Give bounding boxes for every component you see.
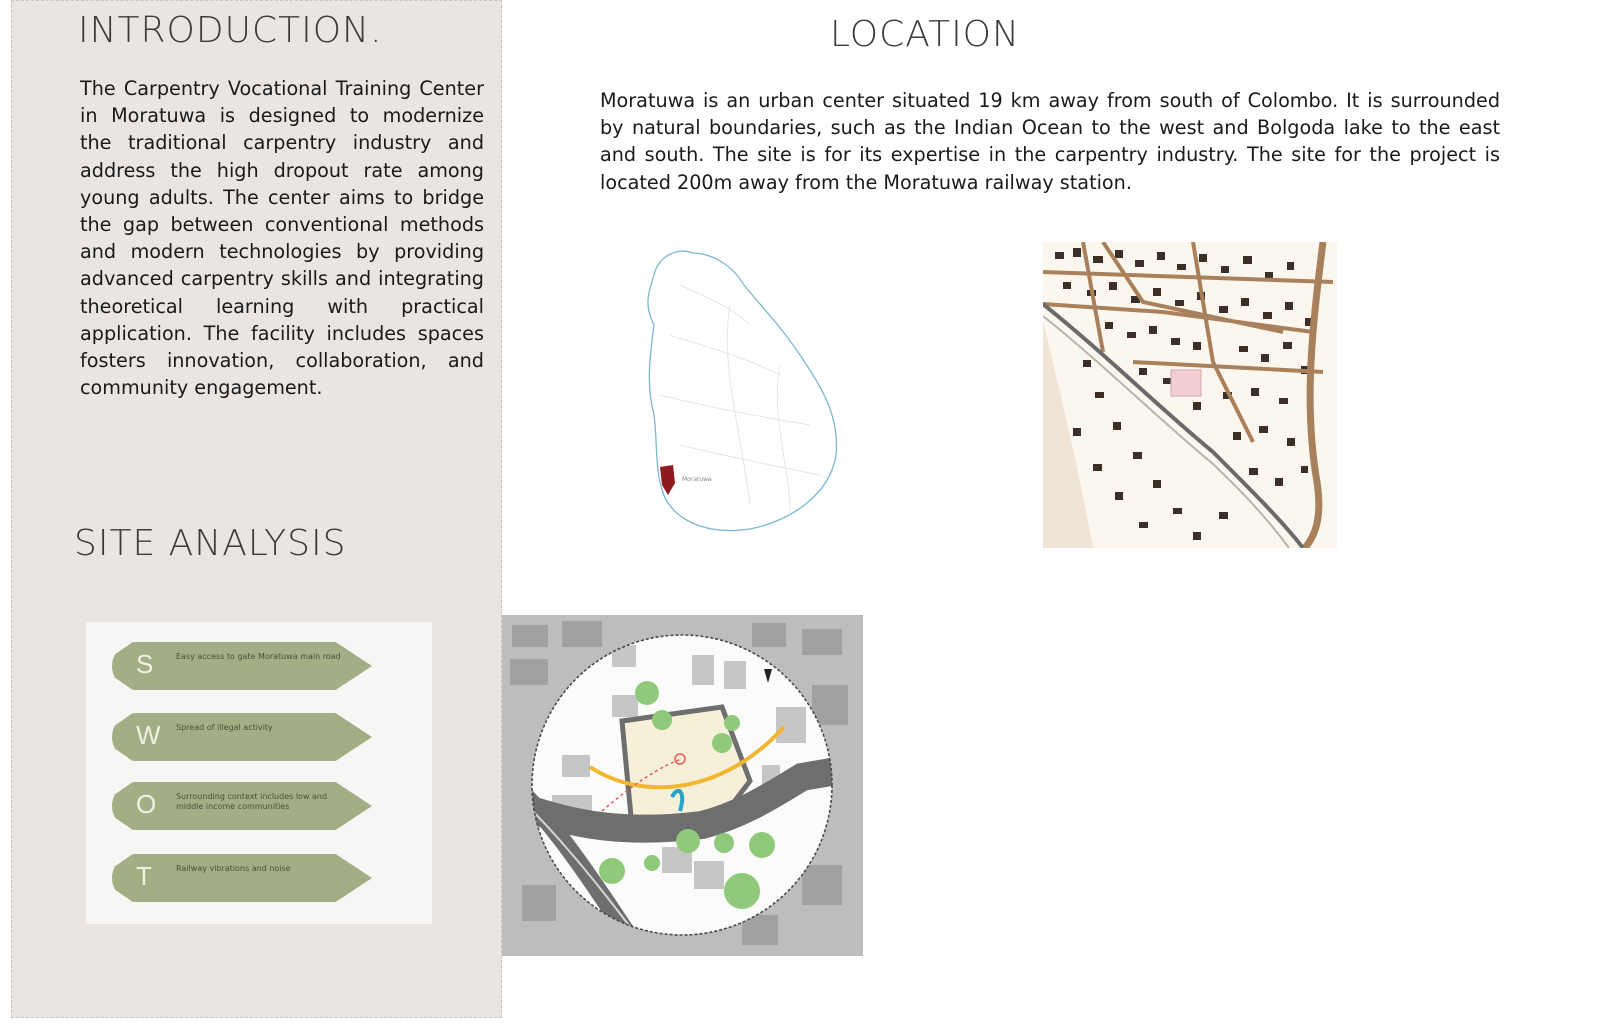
swot-threat	[112, 854, 372, 902]
site-analysis-title: SITE ANALYSIS	[74, 523, 347, 564]
moratuwa-map-label: Moratuwa	[682, 476, 712, 483]
swot-text: Spread of illegal activity	[176, 723, 273, 732]
swot-text: Railway vibrations and noise	[176, 864, 291, 873]
swot-opportunity	[112, 782, 372, 830]
location-title: LOCATION	[830, 14, 1020, 55]
site-analysis-map	[502, 615, 863, 956]
swot-text: Easy access to gate Moratuwa main road	[176, 652, 341, 661]
swot-letter: T	[136, 861, 152, 891]
swot-text: Surrounding context includes low and middle income communities	[176, 792, 328, 811]
location-text: Moratuwa is an urban center situated 19 km away from south of Colombo. It is surrounded by natural boundaries, such as the Indian Ocean to the west and Bolgoda lake to the east and south. The site is for its expertise in the carpentry industry. The site for the project is located 200m away from the Moratuwa railway station.	[600, 89, 1500, 194]
swot-letter: O	[136, 789, 157, 819]
swot-letter: W	[136, 720, 161, 750]
swot-strength	[112, 642, 372, 690]
swot-weakness	[112, 713, 372, 761]
introduction-text: The Carpentry Vocational Training Center in Moratuwa is designed to modernize the traditional carpentry industry and address the high dropout rate among young adults. The center aims to bridge the gap between conventional methods and modern technologies by providing advanced carpentry skills and integrating theoretical learning with practical application. The facility includes spaces fosters innovation, collaboration, and community engagement.	[80, 77, 484, 400]
swot-letter: S	[136, 649, 154, 679]
sri-lanka-map	[640, 245, 860, 540]
urban-context-map	[1043, 242, 1337, 548]
introduction-title: INTRODUCTION.	[78, 10, 383, 51]
sri-lanka-outline	[648, 251, 837, 530]
swot-card	[86, 622, 432, 924]
